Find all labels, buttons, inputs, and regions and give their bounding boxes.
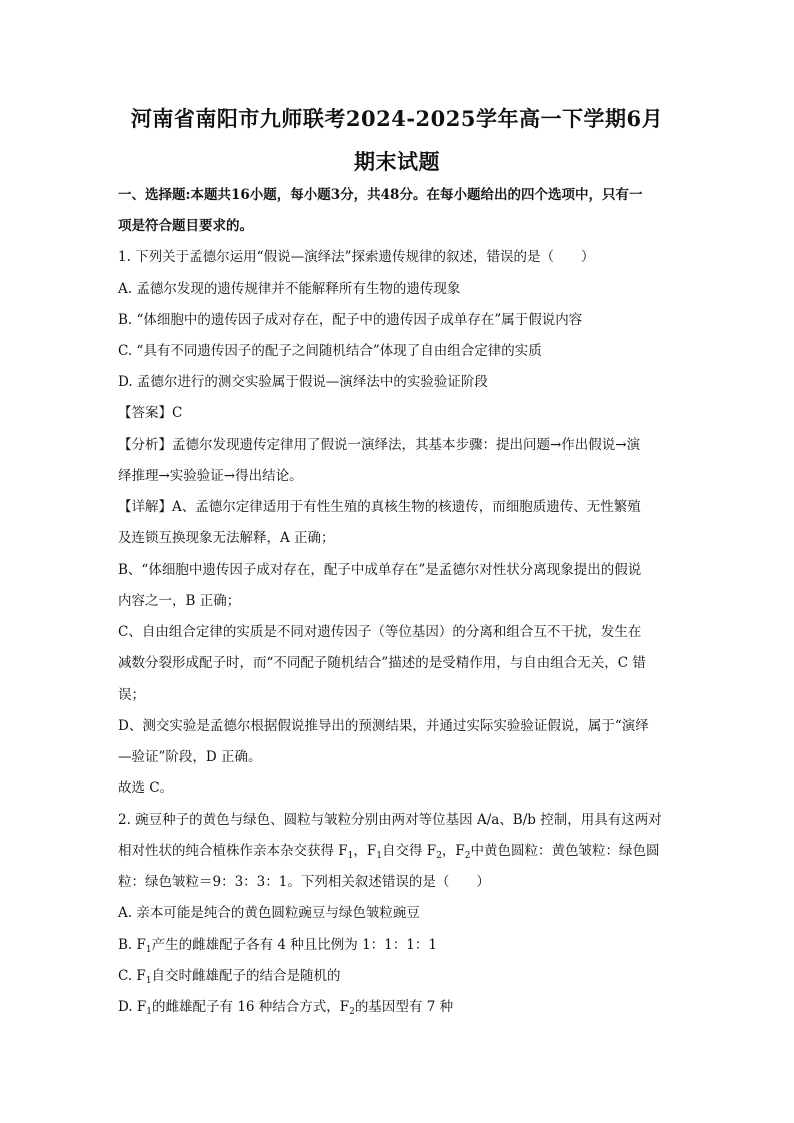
q1-analysis-line1: 【分析】孟德尔发现遗传定律用了假说一演绎法，其基本步骤：提出问题→作出假说→演	[118, 437, 641, 453]
q2-stem-line2: 相对性状的纯合植株作亲本杂交获得 $F_1$，$F_1$自交得 $F_2$，$F_2$中黄色圆粒：黄色皱粒：绿色圆	[118, 843, 660, 861]
q2-option-c: C. $F_1$自交时雌雄配子的结合是随机的	[118, 968, 341, 986]
q1-detail-line7: 误；	[118, 687, 145, 703]
q2-option-d: D. $F_1$的雌雄配子有 16 种结合方式，$F_2$的基因型有 7 种	[118, 999, 454, 1017]
q1-answer: 【答案】C	[118, 405, 183, 421]
q1-option-b: B. “体细胞中的遗传因子成对存在，配子中的遗传因子成单存在”属于假说内容	[118, 312, 583, 328]
q1-detail-line3: B、“体细胞中遗传因子成对存在，配子中成单存在”是孟德尔对性状分离现象提出的假说	[118, 562, 642, 578]
q2-stem-line3: 粒：绿色皱粒＝9：3：3：1。下列相关叙述错误的是（ ）	[118, 874, 490, 890]
q1-stem: 1. 下列关于孟德尔运用“假说—演绎法”探索遗传规律的叙述，错误的是（ ）	[118, 249, 595, 265]
q1-detail-line6: 减数分裂形成配子时，而“不同配子随机结合”描述的是受精作用，与自由组合无关，C 错	[118, 655, 646, 671]
q1-option-a: A. 孟德尔发现的遗传规律并不能解释所有生物的遗传现象	[118, 281, 461, 297]
q1-option-c: C. “具有不同遗传因子的配子之间随机结合”体现了自由组合定律的实质	[118, 343, 542, 359]
section-heading-line1: 一、选择题:本题共16小题，每小题3分，共48分。在每小题给出的四个选项中，只有一	[118, 187, 643, 203]
q2-option-b: B. $F_1$产生的雌雄配子各有 4 种且比例为 1：1：1：1	[118, 937, 437, 955]
q1-detail-line4: 内容之一，B 正确；	[118, 593, 241, 609]
q2-option-a: A. 亲本可能是纯合的黄色圆粒豌豆与绿色皱粒豌豆	[118, 905, 420, 921]
q1-detail-line8: D、测交实验是孟德尔根据假说推导出的预测结果，并通过实际实验验证假说，属于“演绎	[118, 718, 649, 734]
document-title-line1: 河南省南阳市九师联考2024-2025学年高一下学期6月	[130, 106, 664, 131]
document-title-line2: 期末试题	[354, 149, 440, 174]
q1-detail-line5: C、自由组合定律的实质是不同对遗传因子（等位基因）的分离和组合互不干扰，发生在	[118, 624, 642, 640]
q1-detail-line2: 及连锁互换现象无法解释，A 正确；	[118, 530, 335, 546]
q1-option-d: D. 孟德尔进行的测交实验属于假说—演绎法中的实验验证阶段	[118, 374, 488, 390]
section-heading-line2: 项是符合题目要求的。	[118, 218, 253, 234]
q1-detail-line9: —验证”阶段，D 正确。	[118, 749, 262, 765]
q2-stem-line1: 2. 豌豆种子的黄色与绿色、圆粒与皱粒分别由两对等位基因 A/a、B/b 控制，用具有这两对	[118, 812, 662, 828]
q1-analysis-line2: 绎推理→实验验证→得出结论。	[118, 468, 303, 484]
q1-detail-line1: 【详解】A、孟德尔定律适用于有性生殖的真核生物的核遗传，而细胞质遗传、无性繁殖	[118, 499, 641, 515]
q1-conclusion: 故选 C。	[118, 780, 174, 796]
